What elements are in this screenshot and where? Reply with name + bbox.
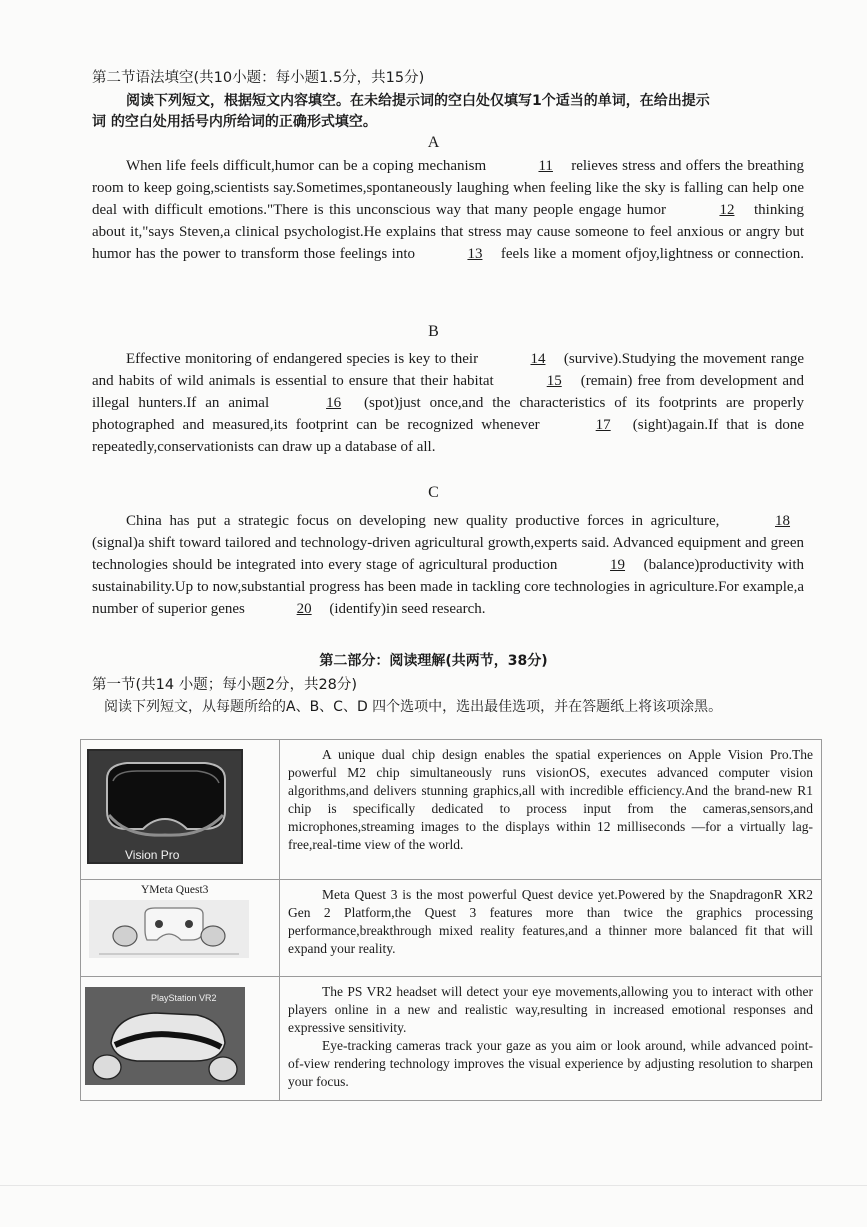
quest3-text-cell [280,880,822,977]
blank-13: 13 [467,246,483,262]
page-divider [0,1185,867,1186]
passage-a-text-3: thinking about it,"says Steven,a clinical psychologist.He explains that stress may cause someone to feel anxious or angry but humor has the power to transform those feelings into [92,202,804,262]
passage-b-text-3: (remain) free from development and illegal hunters.If an animal [92,373,805,411]
blank-20: 20 [296,601,312,617]
psvr2-text-1: The PS VR2 headset will detect your eye movements,allowing you to interact with other players online in a new and realistic way,resulting in increased emotional responses and expressive sensitivity. [288,984,813,1035]
section2-instruction [92,91,792,133]
blank-15: 15 [546,373,562,389]
table-row [81,880,822,977]
instruction-line-1: 阅读下列短文，根据短文内容填空。在未给提示词的空白处仅填写1个适当的单词，在给出提示 [126,93,710,109]
quest3-text: Meta Quest 3 is the most powerful Quest device yet.Powered by the SnapdragonR XR2 Gen 2 Platform,the Quest 3 features more than twice the graphics processing performance,breakthrough mixed reality features,and a thinner more balanced fit that will expand your reality. [288,887,813,956]
product-table [80,739,822,1101]
psvr2-caption: PlayStation VR2 [151,993,217,1003]
table-row [81,740,822,880]
psvr2-text-2: Eye-tracking cameras track your gaze as you aim or look around, while advanced point-of-view rendering technology improves the visual experience by adjusting resolution to sharpen your focus. [288,1038,813,1089]
passage-b-text-1: Effective monitoring of endangered species is key to their [126,351,479,367]
passage-c-text-2: (signal)a shift toward tailored and technology-driven agricultural growth,experts said. Advanced equipment and green technologies should be integrated into every stage of agricultural production [92,535,804,573]
passage-c-text-3: (balance)productivity with sustainability.Up to now,substantial progress has been made in tackling core technologies in agriculture.For example,a number of superior genes [92,557,805,617]
passage-b [92,348,804,458]
passage-c [92,510,804,620]
passage-b-text-4: (spot)just once,and the characteristics of its footprints are properly photographed and measured,its footprint can be recognized whenever [92,395,805,433]
instruction-line-2: 词 的空白处用括号内所给词的正确形式填空。 [92,114,377,130]
blank-18: 18 [775,513,791,529]
blank-11: 11 [538,158,553,174]
blank-16: 16 [326,395,342,411]
vision-pro-text: A unique dual chip design enables the spatial experiences on Apple Vision Pro.The powerful M2 chip simultaneously runs visionOS, executes advanced computer vision algorithms,and delivers stunning graphics,all with incredible efficiency.And the brand-new R1 chip is specifically dedicated to process input from the cameras,sensors,and microphones,streaming images to the displays within 12 milliseconds —for a virtually lag-free,real-time view of the world. [288,747,813,852]
blank-14: 14 [530,351,546,367]
table-row [81,977,822,1101]
vision-pro-text-cell [280,740,822,880]
passage-a [92,155,804,287]
meta-quest-3-photo [89,900,249,958]
apple-vision-pro-photo [87,749,243,864]
section2-title: 第二节语法填空(共10小题：每小题1.5分，共15分) [92,70,425,86]
quest3-image-cell [81,880,280,977]
passage-c-text-4: (identify)in seed research. [329,601,486,617]
passage-a-text-1: When life feels difficult,humor can be a coping mechanism [126,158,487,174]
psvr2-text-cell [280,977,822,1101]
blank-17: 17 [595,417,611,433]
blank-12: 12 [719,202,735,218]
passage-b-text-5: (sight)again.If that is done repeatedly,conservationists can draw up a database of all. [92,417,805,455]
part2-instruction: 阅读下列短文，从每题所给的A、B、C、D 四个选项中，选出最佳选项，并在答题纸上将该项涂黑。 [104,699,723,715]
passage-c-text-1: China has put a strategic focus on developing new quality productive forces in agriculture, [126,513,720,529]
psvr2-image-cell [81,977,280,1101]
part2-section1-title: 第一节(共14 小题；每小题2分，共28分) [92,677,358,693]
passage-a-text-4: feels like a moment ofjoy,lightness or connection. [500,246,805,262]
vision-pro-image-cell [81,740,280,880]
passage-a-letter: A [427,134,440,151]
quest3-caption: YMeta Quest3 [141,884,209,896]
passage-c-letter: C [428,484,439,501]
passage-b-letter: B [428,323,439,340]
blank-19: 19 [610,557,626,573]
passage-a-text-2: relieves stress and offers the breathing room to keep going,scientists say.Sometimes,spontaneously laughing when feeling like the sky is falling can help one deal with difficult emotions."There is this unconscious way that many people engage humor [92,158,805,218]
passage-b-text-2: (survive).Studying the movement range and habits of wild animals is essential to ensure that their habitat [92,351,805,389]
part2-title: 第二部分：阅读理解(共两节，38分) [319,653,548,669]
vision-pro-caption: Vision Pro [125,848,180,862]
